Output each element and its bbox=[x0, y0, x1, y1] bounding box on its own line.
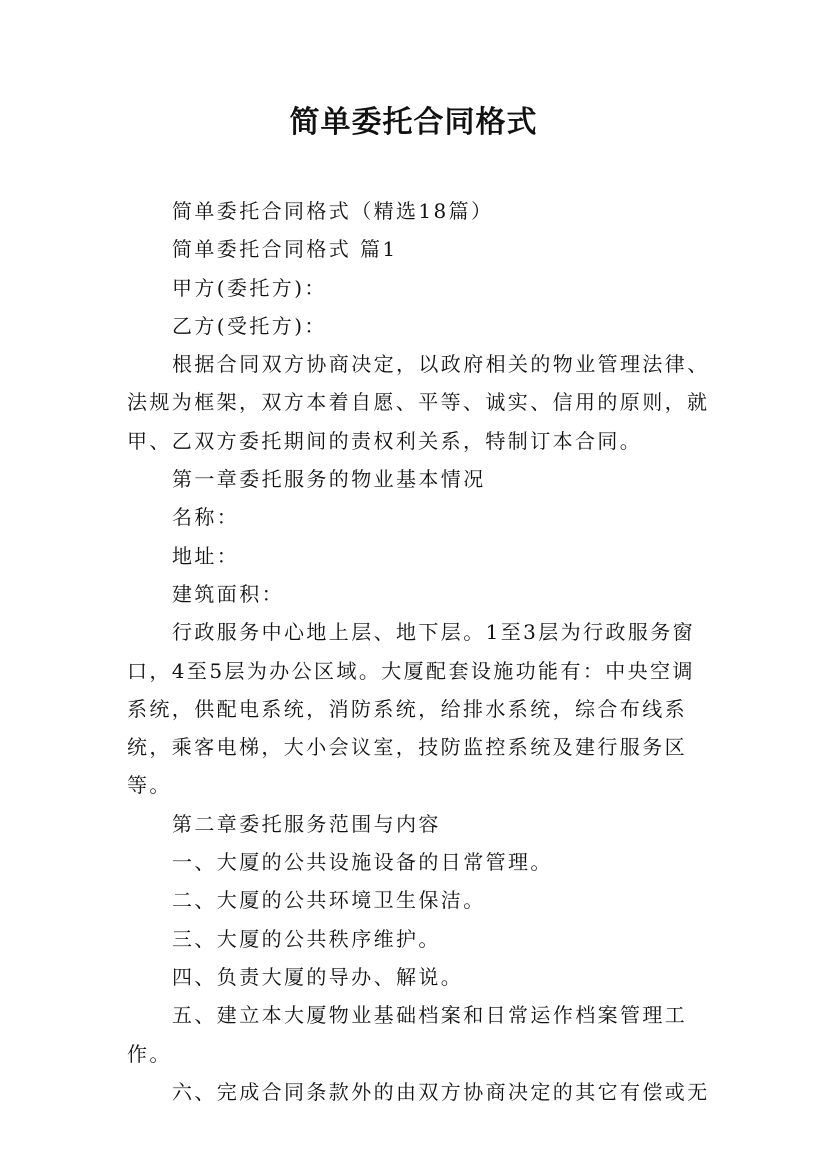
paragraph-item-3: 三、大厦的公共秩序维护。 bbox=[172, 926, 441, 951]
paragraph-item-2: 二、大厦的公共环境卫生保洁。 bbox=[172, 888, 486, 913]
paragraph-chapter-2: 第二章委托服务范围与内容 bbox=[172, 811, 441, 836]
paragraph-subtitle: 简单委托合同格式（精选18篇） bbox=[172, 199, 494, 223]
paragraph-chapter-1: 第一章委托服务的物业基本情况 bbox=[172, 467, 486, 492]
paragraph-building-description: 行政服务中心地上层、地下层。1至3层为行政服务窗口，4至5层为办公区域。大厦配套设施功能有：中央空调系统，供配电系统，消防系统，给排水系统，综合布线系统，乘客电梯，大小会议室，技防监控系统及建行服务区等。 bbox=[127, 620, 696, 798]
paragraph-area-field: 建筑面积： bbox=[172, 581, 284, 606]
document-body bbox=[127, 192, 712, 1111]
paragraph-item-6: 六、完成合同条款外的由双方协商决定的其它有偿或无 bbox=[172, 1079, 710, 1104]
paragraph-item-4: 四、负责大厦的导办、解说。 bbox=[172, 964, 464, 989]
document-title: 简单委托合同格式 bbox=[289, 105, 538, 140]
paragraph-part-heading: 简单委托合同格式 篇1 bbox=[172, 237, 398, 262]
paragraph-address-field: 地址： bbox=[172, 543, 240, 568]
paragraph-party-a: 甲方(委托方)： bbox=[172, 275, 327, 300]
paragraph-party-b: 乙方(受托方)： bbox=[172, 313, 327, 338]
paragraph-name-field: 名称： bbox=[172, 505, 240, 530]
paragraph-preamble: 根据合同双方协商决定，以政府相关的物业管理法律、法规为框架，双方本着自愿、平等、诚实、信用的原则，就甲、乙双方委托期间的责权利关系，特制订本合同。 bbox=[127, 352, 710, 453]
paragraph-item-1: 一、大厦的公共设施设备的日常管理。 bbox=[172, 850, 553, 875]
paragraph-item-5: 五、建立本大厦物业基础档案和日常运作档案管理工作。 bbox=[127, 1003, 688, 1066]
